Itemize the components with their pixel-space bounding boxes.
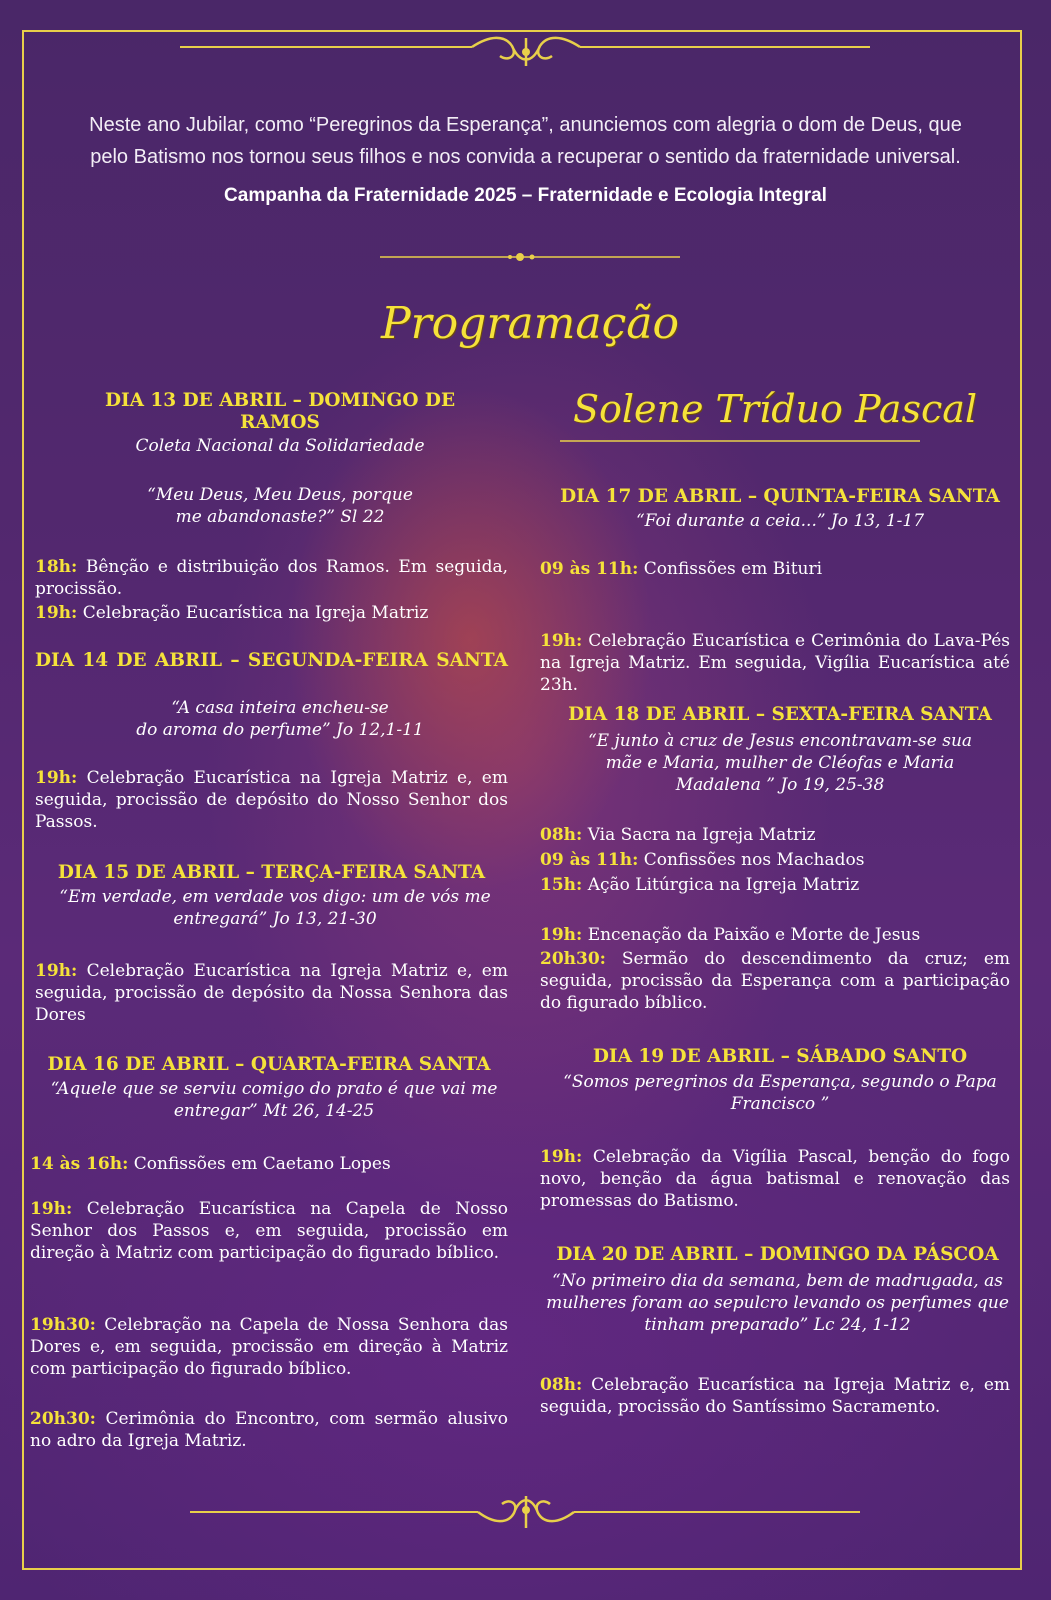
day-16-quote: “Aquele que se serviu comigo do prato é que vai me entregar” Mt 26, 14-25 [50, 1079, 498, 1121]
bottom-ornament-icon [0, 1490, 1051, 1530]
intro-line-2: pelo Batismo nos tornou seus filhos e nos convida a recuperar o sentido da fraternidade universal. [90, 146, 961, 168]
triduo-title: Solene Tríduo Pascal [572, 387, 978, 431]
day-19-item-1: 19h: Celebração da Vigília Pascal, benção do fogo novo, benção da água batismal e renovação das promessas do Batismo. [540, 1147, 1010, 1211]
day-13-note: Coleta Nacional da Solidariedade [135, 436, 425, 456]
day-18-heading: DIA 18 DE ABRIL – SEXTA-FEIRA SANTA [568, 704, 992, 725]
day-13-item-2: 19h: Celebração Eucarística na Igreja Matriz [35, 603, 429, 623]
day-18-item-4: 19h: Encenação da Paixão e Morte de Jesus [540, 925, 921, 945]
day-16-item-4: 20h30: Cerimônia do Encontro, com sermão alusivo no adro da Igreja Matriz. [30, 1409, 508, 1451]
day-16-item-1: 14 às 16h: Confissões em Caetano Lopes [30, 1154, 391, 1174]
day-13-quote: “Meu Deus, Meu Deus, porque me abandonaste?” Sl 22 [147, 485, 413, 527]
top-ornament-icon [0, 30, 1051, 70]
day-18-item-5: 20h30: Sermão do descendimento da cruz; em seguida, procissão da Esperança com a participação do figurado bíblico. [540, 949, 1010, 1013]
day-20-quote: “No primeiro dia da semana, bem de madrugada, as mulheres foram ao sepulcro levando os perfumes que tinham preparado” Lc 24, 1-12 [546, 1271, 1009, 1335]
day-18-item-2: 09 às 11h: Confissões nos Machados [540, 850, 865, 870]
day-15-quote: “Em verdade, em verdade vos digo: um de vós me entregará” Jo 13, 21-30 [59, 887, 491, 929]
day-19-heading: DIA 19 DE ABRIL – SÁBADO SANTO [592, 1046, 968, 1067]
day-16-item-2: 19h: Celebração Eucarística na Capela de Nosso Senhor dos Passos e, em seguida, procissão em direção à Matriz com participação do figurado bíblico. [30, 1199, 509, 1263]
day-14-heading: DIA 14 DE ABRIL – SEGUNDA-FEIRA SANTA [35, 650, 508, 671]
day-20-heading: DIA 20 DE ABRIL – DOMINGO DA PÁSCOA [556, 1244, 999, 1265]
day-18-item-3: 15h: Ação Litúrgica na Igreja Matriz [540, 875, 860, 895]
day-16-heading: DIA 16 DE ABRIL – QUARTA-FEIRA SANTA [47, 1054, 491, 1075]
day-16-item-3: 19h30: Celebração na Capela de Nossa Senhora das Dores e, em seguida, procissão em direção à Matriz com participação do figurado bíblico. [30, 1315, 509, 1379]
day-15-item-1: 19h: Celebração Eucarística na Igreja Matriz e, em seguida, procissão de depósito da Nossa Senhora das Dores [35, 961, 508, 1025]
intro-line-1: Neste ano Jubilar, como “Peregrinos da Esperança”, anunciemos com alegria o dom de Deus, que [89, 114, 962, 136]
programacao-title: Programação [381, 298, 679, 349]
day-14-item-1: 19h: Celebração Eucarística na Igreja Matriz e, em seguida, procissão de depósito do Nosso Senhor dos Passos. [35, 768, 508, 832]
triduo-underline-icon [560, 436, 920, 446]
day-17-quote: “Foi durante a ceia...” Jo 13, 1-17 [635, 511, 925, 531]
day-14-quote: “A casa inteira encheu-se do aroma do perfume” Jo 12,1-11 [136, 698, 424, 740]
day-17-item-2: 19h: Celebração Eucarística e Cerimônia do Lava-Pés na Igreja Matriz. Em seguida, Vigília Eucarística até 23h. [540, 631, 1011, 695]
day-13-heading: DIA 13 DE ABRIL – DOMINGO DE RAMOS [104, 390, 456, 433]
day-17-heading: DIA 17 DE ABRIL – QUINTA-FEIRA SANTA [560, 486, 1000, 507]
campaign-title: Campanha da Fraternidade 2025 – Fraternidade e Ecologia Integral [224, 185, 827, 206]
day-13-item-1: 18h: Bênção e distribuição dos Ramos. Em seguida, procissão. [35, 557, 508, 599]
day-17-item-1: 09 às 11h: Confissões em Bituri [540, 559, 823, 579]
day-20-item-1: 08h: Celebração Eucarística na Igreja Matriz e, em seguida, procissão do Santíssimo Sacramento. [540, 1375, 1010, 1417]
day-15-heading: DIA 15 DE ABRIL – TERÇA-FEIRA SANTA [57, 862, 486, 883]
day-19-quote: “Somos peregrinos da Esperança, segundo o Papa Francisco ” [563, 1072, 997, 1114]
separator-icon [380, 250, 680, 264]
day-18-quote: “E junto à cruz de Jesus encontravam-se sua mãe e Maria, mulher de Cléofas e Maria Madalena ” Jo 19, 25-38 [587, 731, 973, 795]
day-18-item-1: 08h: Via Sacra na Igreja Matriz [540, 825, 816, 845]
